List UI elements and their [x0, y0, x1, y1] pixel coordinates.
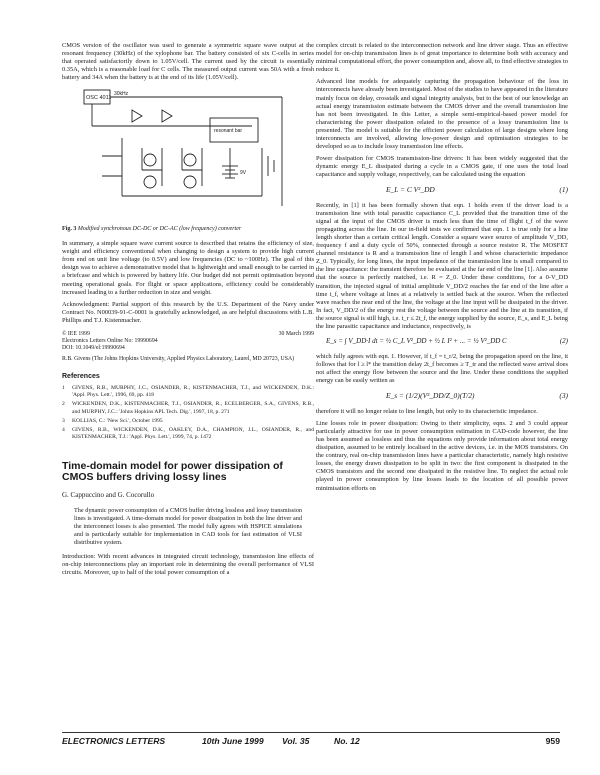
right-column: [316, 42, 568, 497]
equation-3: E_s = (1/2)(V²_DD/Z_0)(T/2) (3): [386, 390, 568, 400]
body-paragraph: complex circuit is related to the interconnection network and line driver stage. Thus an effective model for on-chip transmission lines is of great importance to determine both with accuracy and minimal computational effort, the power consumption and, above all, to find effective strategies to reduce it.: [316, 42, 568, 74]
equation-2: E_s = ∫ V_DD·I dt = ½ C_L V²_DD + ½ L I² + ... = ½ V²_DD C (2): [326, 337, 568, 346]
doi: DOI: 10.1049/el:19990694: [62, 345, 125, 352]
references-heading: References: [62, 372, 100, 380]
el-online: Electronics Letters Online No: 19990694: [62, 338, 158, 345]
caption-number: Fig. 3: [62, 226, 77, 233]
volume: Vol. 35: [282, 736, 310, 746]
section-power-dissipation: Power dissipation for CMOS transmission-line drivers: It has been widely suggested that the dynamic energy E_L dissipated during a cycle in a CMOS gate, if one uses the total load capacitance and supply voltage, respectively, can be calculated using the equation: [316, 155, 568, 179]
author-affiliation: R.B. Givens (The Johns Hopkins University, Applied Physics Laboratory, Laurel, MD 20723, USA): [62, 355, 295, 362]
publication-meta: [62, 331, 314, 363]
references-list: [62, 385, 314, 441]
body-paragraph: Advanced line models for adequately capturing the propagation behaviour of the loss in interconnects have already been investigated. Most of the studies to have appeared in the literature mainly focus on delay, crosstalk and signal integrity analysis, but to the best of our knowledge an actual energy transmission estimate between the CMOS driver and the overall transmission line has not been investigated. In this Letter, a simple semi-empirical-based power model for characterising the power dissipation related to the presence of a lossy transmission line is presented. The model is suitable for the efficient power calculation of large designs where long interconnects are involved, allowing low-power design and optimisation strategies to be developed so as to include lossy transmission line effects.: [316, 78, 568, 151]
paper-authors: G. Cappuccino and G. Cocorullo: [62, 491, 155, 500]
body-paragraph: Recently, in [1] it has been formally shown that eqn. 1 holds even if the driver load is a transmission line with total parasitic capacitance C_L provided that the transition time of the signal at the input of the CMOS driver is much less than the time of flight t_f of the wave propagating across the line. In our in-field tests we confirmed that eqn. 1 is true only for a line length shorter than a certain critical length. Consider a square wave source of amplitude V_DD, frequency f and a duty cycle of 50%, connected through a source resistor R. The MOSFET channel resistance is R and a transmission line of length l and whose characteristic impedance Z_0. Typically, for long lines, the input impedance of the transmission line is small compared to the line capacitance: the transient therefore be evaluated at the far end of the line [1]. Also assume that the source is perfectly matched, i.e. R = Z_0. Under these conditions, for a 0-V_DD transition, the injected signal of initial amplitude V_DD/2 reaches the far end of the line after a time t_f, where voltage at lines at a relatively is settled back at the source. When the reflected wave reaches the near end of the line, the voltage at the line input will be dissipated in the driver. In fact, V_DD/2 of the energy rest the voltage between the source and the line at its transition, if the source signal is still high, i.e. t_r ≤ 2t_f, the energy supplied by the source, E_s, and E_L being the line parasitic capacitance and inductance, respectively, is: [316, 201, 568, 330]
reference-item: 4 GIVENS, R.B., WICKENDEN, D.K., OAKLEY, D.A., CHAMPION, J.L., OSIANDER, R., and KISTENMACHER, T.J.: 'Appl. Phys. Lett.', 1999, 74, p. 1472: [62, 426, 314, 441]
summary-paragraph: In summary, a simple square wave current source is described that retains the efficiency of size, weight and efficiency conventional when changing to design a system to provide high current from end on unit line voltage (to 0.5V) and low frequencies (DC to ~100Hz). The goal of this design was to achieve a demonstrative model that is lightweight and small enough to be carried in a briefcase and which is powered by battery life. Our budget did not permit optimisation beyond meeting operational goals. For flight or space applications, efficiency could be considerably increased leading to a further reduction in size and weight.: [62, 240, 314, 296]
equation-1: E_L = C V²_DD (1): [386, 184, 568, 194]
circuit-diagram: [62, 86, 314, 224]
introduction-paragraph: Introduction: With recent advances in integrated circuit technology, transmission line effects of on-chip interconnections play an important role in determining the overall performance of VLSI circuits. Moreover, up to half of the total power consumption of a: [62, 552, 314, 577]
reference-item: 3 KOLLIAS, C.: 'New Sci.', October 1995: [62, 417, 163, 424]
reference-item: 2 WICKENDEN, D.K., KISTENMACHER, T.J., OSIANDER, R., ECELBERGER, S.A., GIVENS, R.B., and MURPHY, J.C.: 'Johns Hopkins APL Tech. Dig.', 1997, 18, p. 271: [62, 401, 314, 415]
circuit-figure: [62, 86, 314, 224]
acknowledgment: Acknowledgment: Partial support of this research by the U.S. Department of the Navy under Contract No. N00039-91-C-0001 is gratefully acknowledged, as are helpful discussions with L.B. Phillips and T.J. Kistenmacher.: [62, 300, 314, 324]
intro-paragraph: CMOS version of the oscillator was used to generate a symmetric square wave output at the resonant frequency (30kHz) of the xylophone bar. The battery consisted of six C-cells in series that operated satisfactorily down to 1.05V/cell. The current used by the circuit is essentially 0.35A, which is a reasonable load for C cells. The measured output current was 50A with a fresh battery and 34A when the battery is at the end of its life (1.05V/cell).: [62, 42, 314, 82]
freq-label: 30kHz: [114, 91, 129, 98]
issue-number: No. 12: [334, 736, 360, 746]
page-number: 959: [545, 736, 560, 746]
left-column: [62, 42, 314, 581]
journal-name: ELECTRONICS LETTERS: [62, 736, 166, 746]
caption-text: Modified synchronous DC-DC or DC-AC (low frequency) converter: [77, 226, 242, 233]
body-paragraph: which fully agrees with eqn. 1. However, if t_f = t_r/2, being the propagation speed on the line, it follows that for l ≥ l* the transition delay 2t_f becomes ≥ T_tr and the reflected wave arrival does not affect the energy flow between the source and the line. Under these conditions the supplied energy can be easily written as: [316, 353, 568, 385]
battery-label: 9V: [240, 170, 247, 177]
section-line-losses: Line losses role in power dissipation: Owing to their simplicity, eqns. 2 and 3 could appear particularly attractive for use in power consumption estimation in CAD-code however, the line has been assumed as lossless and thus the equations only provide information about total energy dissipation, assumed to be entirely localised in the active devices, i.e. in the MOS transistors. On the contrary, real on-chip transmission lines have a particular characteristic, namely high resistive losses, the energy drawn dissipation to be split in two: the first component is dissipated in the CMOS transistors and the second one dissipated in the resistive line. To neglect the actual role played in power consumption by line losses leads to the location of all possible power minimisation efforts on: [316, 419, 568, 492]
resonant-bar-label: resonant bar: [214, 128, 243, 135]
osc-label: OSC 4011: [86, 95, 112, 102]
iee-copyright: © IEE 1999: [62, 331, 90, 337]
figure-caption: [62, 226, 314, 234]
received-date: 30 March 1999: [278, 331, 314, 337]
issue-date: 10th June 1999: [202, 736, 264, 746]
reference-item: 1 GIVENS, R.B., MURPHY, J.C., OSIANDER, R., KISTENMACHER, T.J., and WICKENDEN, D.K.: 'Appl. Phys. Lett.', 1996, 69, pp. 418: [62, 384, 314, 399]
paper-title: Time-domain model for power dissipation of CMOS buffers driving lossy lines: [62, 460, 283, 484]
page-footer: [62, 732, 560, 746]
abstract: The dynamic power consumption of a CMOS buffer driving lossless and lossy transmission lines is investigated. A time-domain model for power dissipation in both the line driver and the interconnect losses is also presented. The model fully agrees with HSPICE simulations and is particularly suitable for implementation in CAD tools for fast estimation of VLSI distributive system.: [74, 507, 302, 547]
body-paragraph: therefore it will no longer relate to line length, but only to its characteristic impedance.: [316, 407, 538, 415]
